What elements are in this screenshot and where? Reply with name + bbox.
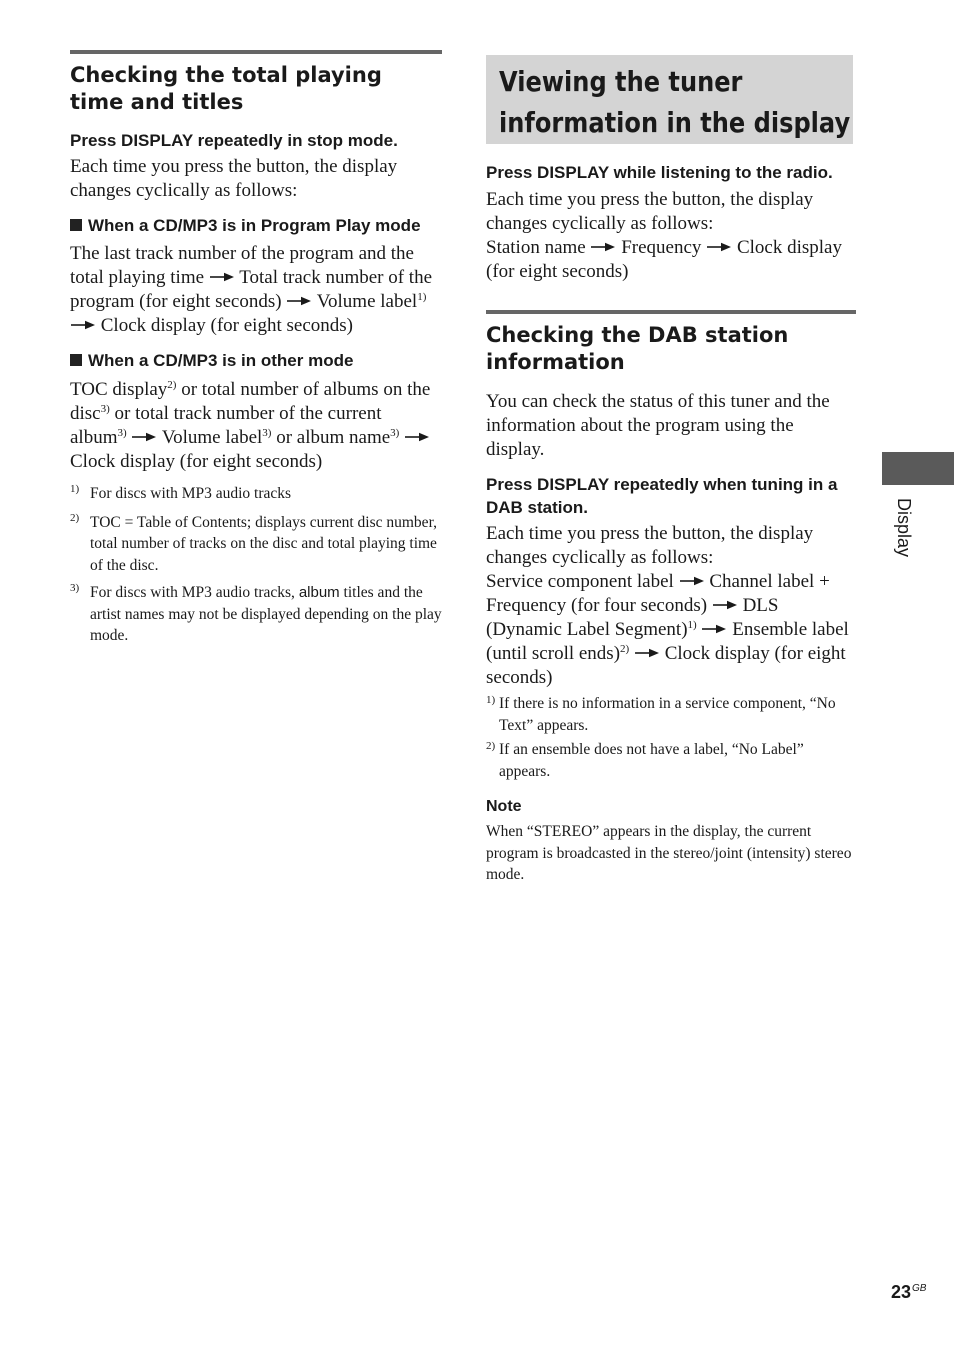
footnotes-right [486,693,856,783]
footnotes-left [70,483,442,647]
footnote: 3) For discs with MP3 audio tracks, album titles and the artist names may not be displayed depending on the play mode. [70,582,442,644]
arrow-right-icon [71,320,95,330]
footnote: 1) For discs with MP3 audio tracks [70,483,292,502]
bullet-square-icon [70,354,82,366]
arrow-right-icon [287,296,311,306]
arrow-right-icon [635,648,659,658]
arrow-right-icon [210,272,234,282]
arrow-right-icon [680,576,704,586]
instruction-dab: Press DISPLAY repeatedly when tuning in a DAB station. [486,475,838,517]
intro-text: Each time you press the button, the display changes cyclically as follows: Station name Frequency Clock display (for eight seconds) [486,189,842,282]
footnote: 1) If there is no information in a service component, “No Text” appears. [486,694,836,734]
title-box [486,55,853,144]
page-number: $23^{GB}$ [891,1282,927,1302]
right-column [486,55,856,886]
section-rule [70,50,442,54]
subheading-other-mode: When a CD/MP3 is in other mode [70,350,442,372]
arrow-right-icon [591,242,615,252]
dab-description: You can check the status of this tuner and the information about the program using the display. [486,391,830,460]
left-column [70,50,442,647]
instruction-radio: Press DISPLAY while listening to the radio. [486,163,833,182]
note-text: When “STEREO” appears in the display, the current program is broadcasted in the stereo/joint (intensity) stereo mode. [486,823,852,883]
section-heading-dab: Checking the DAB station information [486,323,789,374]
section-heading-playing-time: Checking the total playing time and titles [70,63,382,114]
note-heading: Note [486,798,522,815]
bullet-square-icon [70,219,82,231]
program-play-sequence: The last track number of the program and the total playing time Total track number of the program (for eight seconds) Volume label$^{1)}$ Clock display (for eight seconds) [70,243,433,336]
section-rule [486,310,856,314]
page-title-line-1: Viewing the tuner [499,65,743,98]
arrow-right-icon [707,242,731,252]
side-tab-label: Display [894,498,914,558]
subheading-program-play: When a CD/MP3 is in Program Play mode [70,215,442,237]
side-tab-marker [882,452,954,485]
footnote: 2) If an ensemble does not have a label, “No Label” appears. [486,740,804,780]
arrow-right-icon [132,432,156,442]
footnote: 2) TOC = Table of Contents; displays current disc number, total number of tracks on the disc and total playing time of the disc. [70,511,437,574]
arrow-right-icon [702,624,726,634]
arrow-right-icon [405,432,429,442]
other-mode-sequence: TOC display$^{2)}$ or total number of albums on the disc$^{3)}$ or total track number of the current album$^{3)}$ Volume label$^{3)}$ or album name$^{3)}$ Clock display (for eight seconds) [70,379,431,472]
page-title-line-2: information in the display [499,106,851,139]
dab-sequence: Each time you press the button, the display changes cyclically as follows: Service component label Channel label + Frequency (for four seconds) DLS (Dynamic Label Segment)$^{1)}$ Ensemble label (until scroll ends)$^{2)}$ Clock display (for eight seconds) [486,523,849,688]
intro-text: Each time you press the button, the display changes cyclically as follows: [70,156,398,201]
instruction-stop-mode: Press DISPLAY repeatedly in stop mode. [70,131,398,150]
arrow-right-icon [713,600,737,610]
